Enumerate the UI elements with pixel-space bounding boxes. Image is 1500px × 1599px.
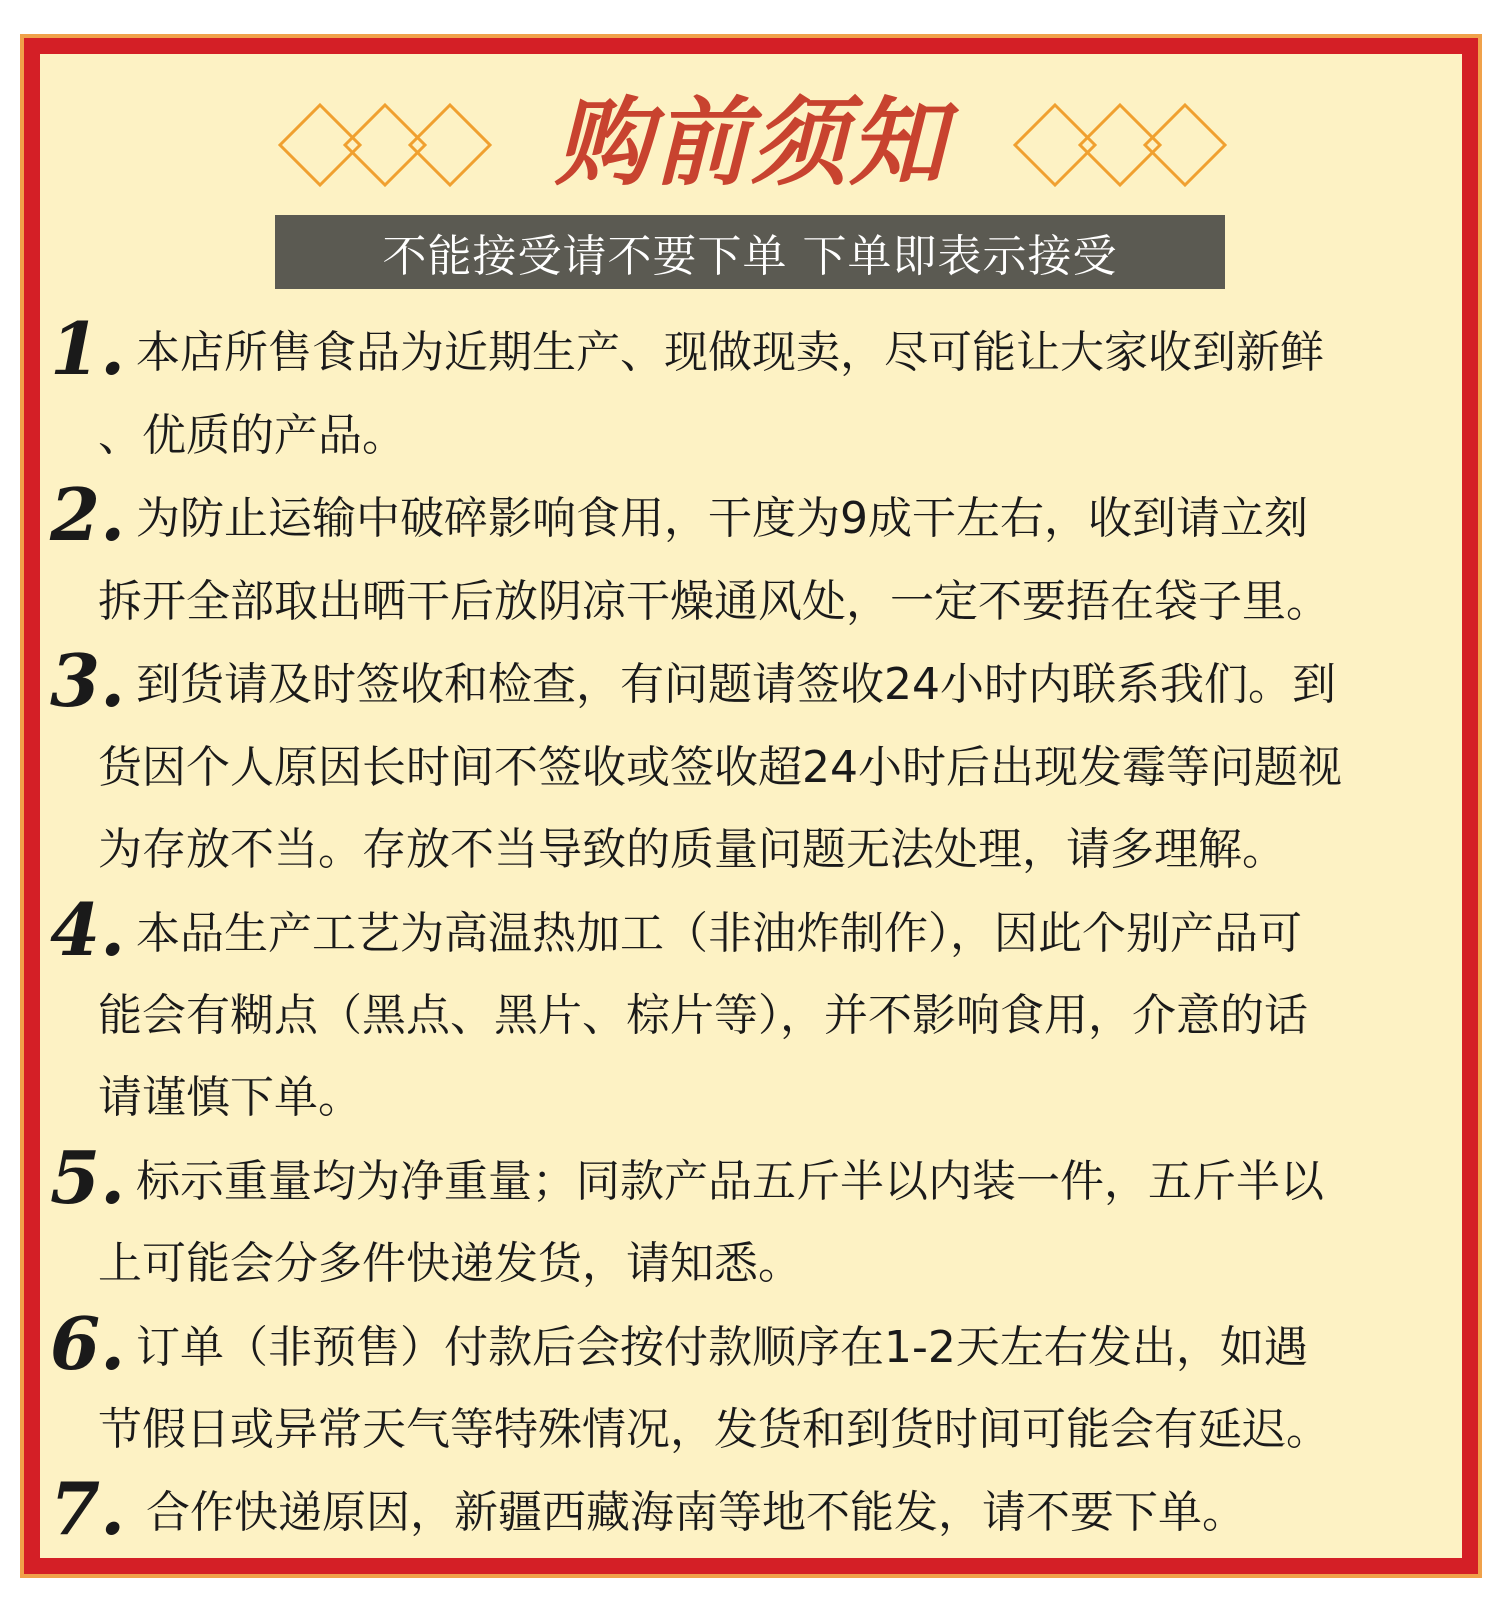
item-number: 3. bbox=[50, 638, 126, 723]
item-line: 到货请及时签收和检查，有问题请签收24小时内联系我们。到 bbox=[136, 659, 1336, 710]
item-line: 货因个人原因长时间不签收或签收超24小时后出现发霉等问题视 bbox=[98, 742, 1342, 793]
item-line: 能会有糊点（黑点、黑片、棕片等），并不影响食用，介意的话 bbox=[98, 990, 1308, 1041]
item-line: 为存放不当。存放不当导致的质量问题无法处理，请多理解。 bbox=[98, 824, 1286, 875]
item-number: 7. bbox=[50, 1466, 126, 1551]
item-line: 为防止运输中破碎影响食用，干度为9成干左右，收到请立刻 bbox=[136, 493, 1308, 544]
item-number: 6. bbox=[50, 1301, 126, 1386]
outer-border bbox=[20, 34, 1482, 1578]
item-line: 合作快递原因，新疆西藏海南等地不能发，请不要下单。 bbox=[146, 1487, 1246, 1538]
item-line: 本品生产工艺为高温热加工（非油炸制作），因此个别产品可 bbox=[136, 908, 1302, 959]
page-title: 购前须知 bbox=[555, 86, 947, 199]
item-line: 本店所售食品为近期生产、现做现卖，尽可能让大家收到新鲜 bbox=[136, 327, 1324, 378]
item-line: 标示重量均为净重量；同款产品五斤半以内装一件，五斤半以 bbox=[136, 1156, 1324, 1207]
red-border bbox=[24, 38, 1478, 1574]
item-line: 、优质的产品。 bbox=[98, 410, 406, 461]
item-number: 4. bbox=[50, 887, 126, 972]
item-line: 订单（非预售）付款后会按付款顺序在1-2天左右发出，如遇 bbox=[136, 1322, 1308, 1373]
item-line: 请谨慎下单。 bbox=[98, 1072, 362, 1123]
item-line: 节假日或异常天气等特殊情况，发货和到货时间可能会有延迟。 bbox=[98, 1404, 1330, 1455]
item-number: 2. bbox=[50, 472, 126, 557]
item-line: 上可能会分多件快递发货，请知悉。 bbox=[98, 1238, 802, 1289]
notice-panel bbox=[40, 54, 1462, 1558]
title-row bbox=[40, 88, 1462, 198]
item-line: 拆开全部取出晒干后放阴凉干燥通风处，一定不要捂在袋子里。 bbox=[98, 576, 1330, 627]
subtitle: 不能接受请不要下单 下单即表示接受 bbox=[382, 231, 1118, 282]
subtitle-bar bbox=[275, 215, 1225, 289]
diamond-ornament-right-icon bbox=[1005, 100, 1425, 190]
item-number: 5. bbox=[50, 1135, 126, 1220]
item-number: 1. bbox=[50, 306, 126, 391]
